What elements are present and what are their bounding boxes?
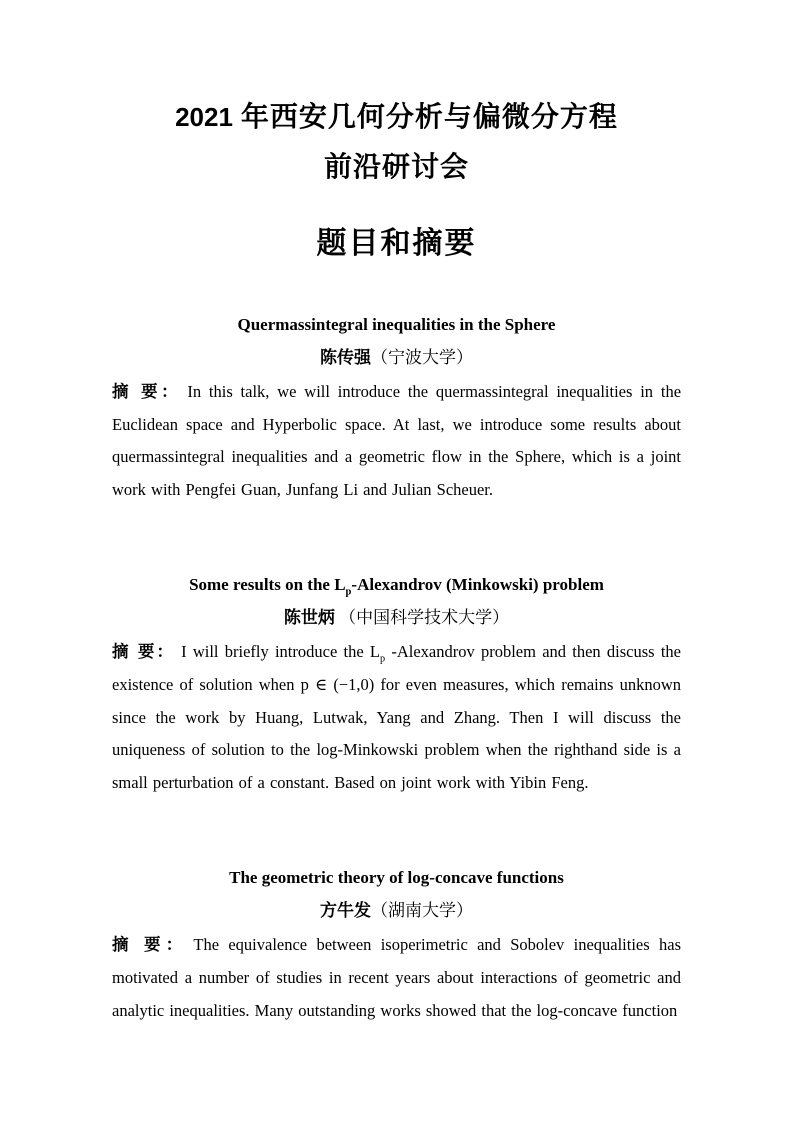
abstract-text: In this talk, we will introduce the quermassintegral inequalities in the Euclidean space and Hyperbolic space. At last, we introduce some results about quermassintegral inequalities and a geometric flow in the Sphere, which is a joint work with Pengfei Guan, Junfang Li and Julian Scheuer. xyxy=(112,382,682,499)
document-title-line-1 xyxy=(112,92,681,143)
talk-title: Quermassintegral inequalities in the Sphere xyxy=(237,315,556,334)
document-title xyxy=(112,92,681,193)
document-subtitle: 题目和摘要 xyxy=(316,227,477,260)
talk-section xyxy=(112,573,681,799)
talk-title: The geometric theory of log-concave functions xyxy=(229,868,564,888)
talk-author xyxy=(112,605,681,631)
author-name: 陈世炳 xyxy=(283,608,335,628)
author-name: 方牛发 xyxy=(320,901,371,921)
talk-title: Some results on the $L_p$-Alexandrov (Minkowski) problem xyxy=(189,575,604,598)
author-affiliation: （湖南大学） xyxy=(371,901,473,921)
document-title-line-2: 前沿研讨会 xyxy=(323,152,469,183)
abstract-text: The equivalence between isoperimetric and Sobolev inequalities has motivated a number of studies in recent years about interactions of geometric and analytic inequalities. Many outstanding works showed that the log-concave function xyxy=(112,935,681,1020)
title-text: 年西安几何分析与偏微分方程 xyxy=(240,102,618,133)
talk-author xyxy=(112,898,681,924)
abstract-paragraph xyxy=(112,376,681,506)
author-name: 陈传强 xyxy=(320,348,371,367)
talk-section xyxy=(112,866,681,1027)
author-affiliation: （中国科学技术大学） xyxy=(334,608,510,628)
talks-list xyxy=(112,313,681,1027)
abstract-paragraph xyxy=(112,636,681,799)
abstract-label: 摘 要： xyxy=(112,935,188,955)
talk-author xyxy=(112,345,681,371)
talk-section xyxy=(112,313,681,506)
abstract-label: 摘 要： xyxy=(112,642,176,662)
title-year: 2021 xyxy=(175,102,233,132)
abstract-label: 摘 要： xyxy=(112,382,182,401)
abstract-text: I will briefly introduce the $L_p$ -Alexandrov problem and then discuss the existence of solution when p ∈ (−1,0) for even measures, which remains unknown since the work by Huang, Lutwak, Yang and Zhang. Then I will discuss the uniqueness of solution to the log-Minkowski problem when the righthand side is a small perturbation of a constant. Based on joint work with Yibin Feng. xyxy=(112,642,681,792)
author-affiliation: （宁波大学） xyxy=(371,348,473,367)
abstract-paragraph xyxy=(112,929,681,1027)
